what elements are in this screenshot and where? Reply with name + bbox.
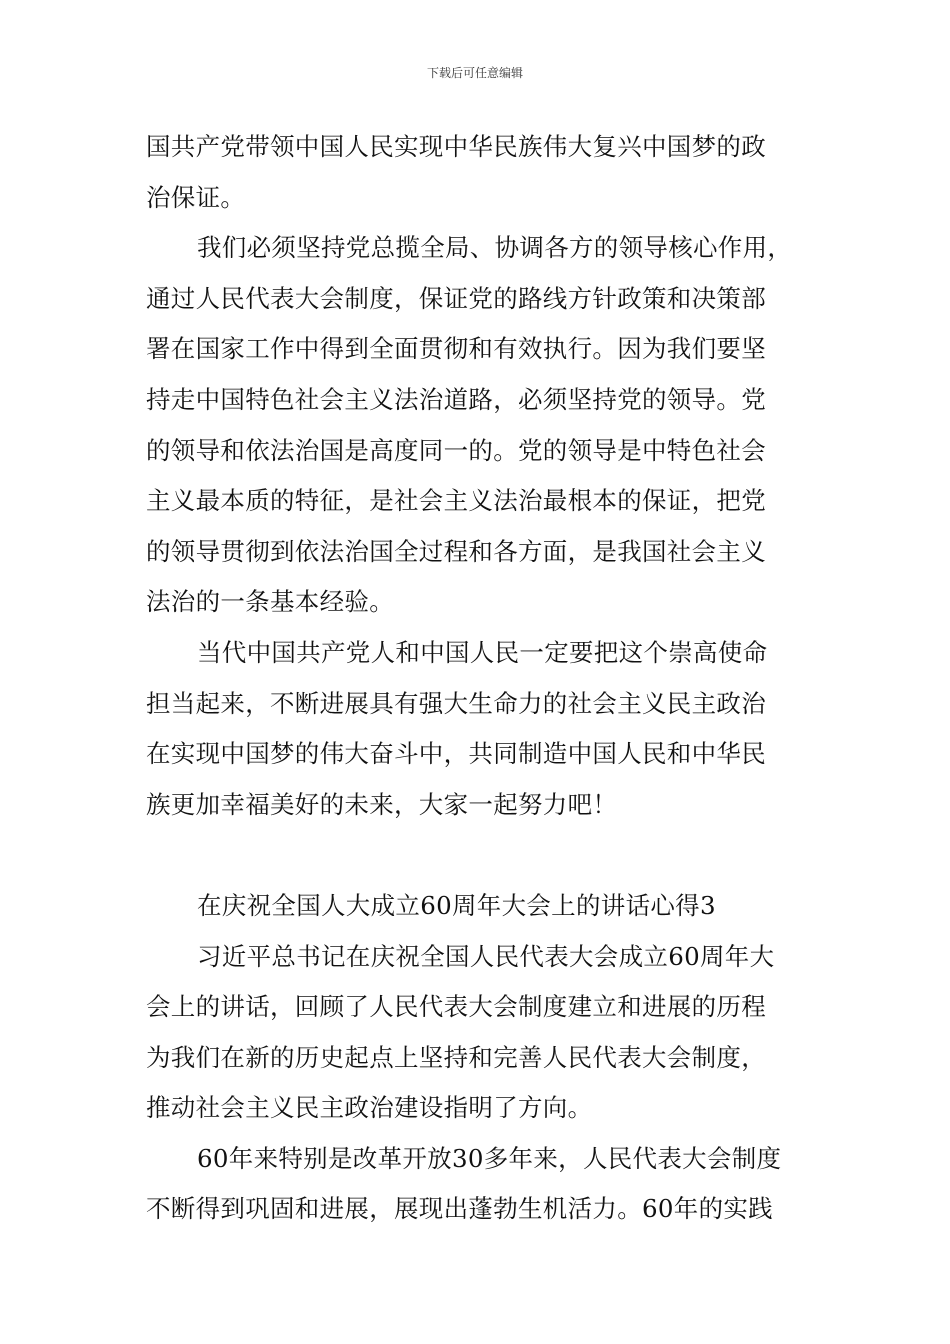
text-line: 推动社会主义民主政治建设指明了方向。 [146,1093,593,1123]
document-body [146,122,836,1235]
paragraph-start: 60年来特别是改革开放30多年来，人民代表大会制度 [197,1143,782,1173]
text-line: 通过人民代表大会制度，保证党的路线方针政策和决策部 [146,283,766,313]
text-line: 不断得到巩固和进展，展现出蓬勃生机活力。60年的实践 [146,1194,773,1224]
text-line: 担当起来，不断进展具有强大生命力的社会主义民主政治 [146,688,766,718]
blank-line [146,830,836,881]
paragraph-start: 当代中国共产党人和中国人民一定要把这个崇高使命 [197,637,768,667]
text-line: 法治的一条基本经验。 [146,587,394,617]
page-header-note: 下载后可任意编辑 [426,66,523,80]
text-line: 的领导贯彻到依法治国全过程和各方面，是我国社会主义 [146,536,766,566]
text-line: 持走中国特色社会主义法治道路，必须坚持党的领导。党 [146,384,766,414]
section-title: 在庆祝全国人大成立60周年大会上的讲话心得3 [197,890,716,920]
text-line: 主义最本质的特征，是社会主义法治最根本的保证，把党 [146,486,766,516]
text-line: 会上的讲话，回顾了人民代表大会制度建立和进展的历程 [146,992,766,1022]
paragraph-start: 习近平总书记在庆祝全国人民代表大会成立60周年大 [197,941,775,971]
text-line: 国共产党带领中国人民实现中华民族伟大复兴中国梦的政 [146,132,766,161]
text-line: 署在国家工作中得到全面贯彻和有效执行。因为我们要坚 [146,334,766,364]
text-line: 治保证。 [146,182,246,212]
text-line: 的领导和依法治国是高度同一的。党的领导是中特色社会 [146,435,766,465]
text-line: 族更加幸福美好的未来，大家一起努力吧！ [146,789,618,819]
text-line: 在实现中国梦的伟大奋斗中，共同制造中国人民和中华民 [146,739,766,769]
text-line: 为我们在新的历史起点上坚持和完善人民代表大会制度， [146,1042,766,1072]
paragraph-start: 我们必须坚持党总揽全局、协调各方的领导核心作用， [197,233,793,263]
